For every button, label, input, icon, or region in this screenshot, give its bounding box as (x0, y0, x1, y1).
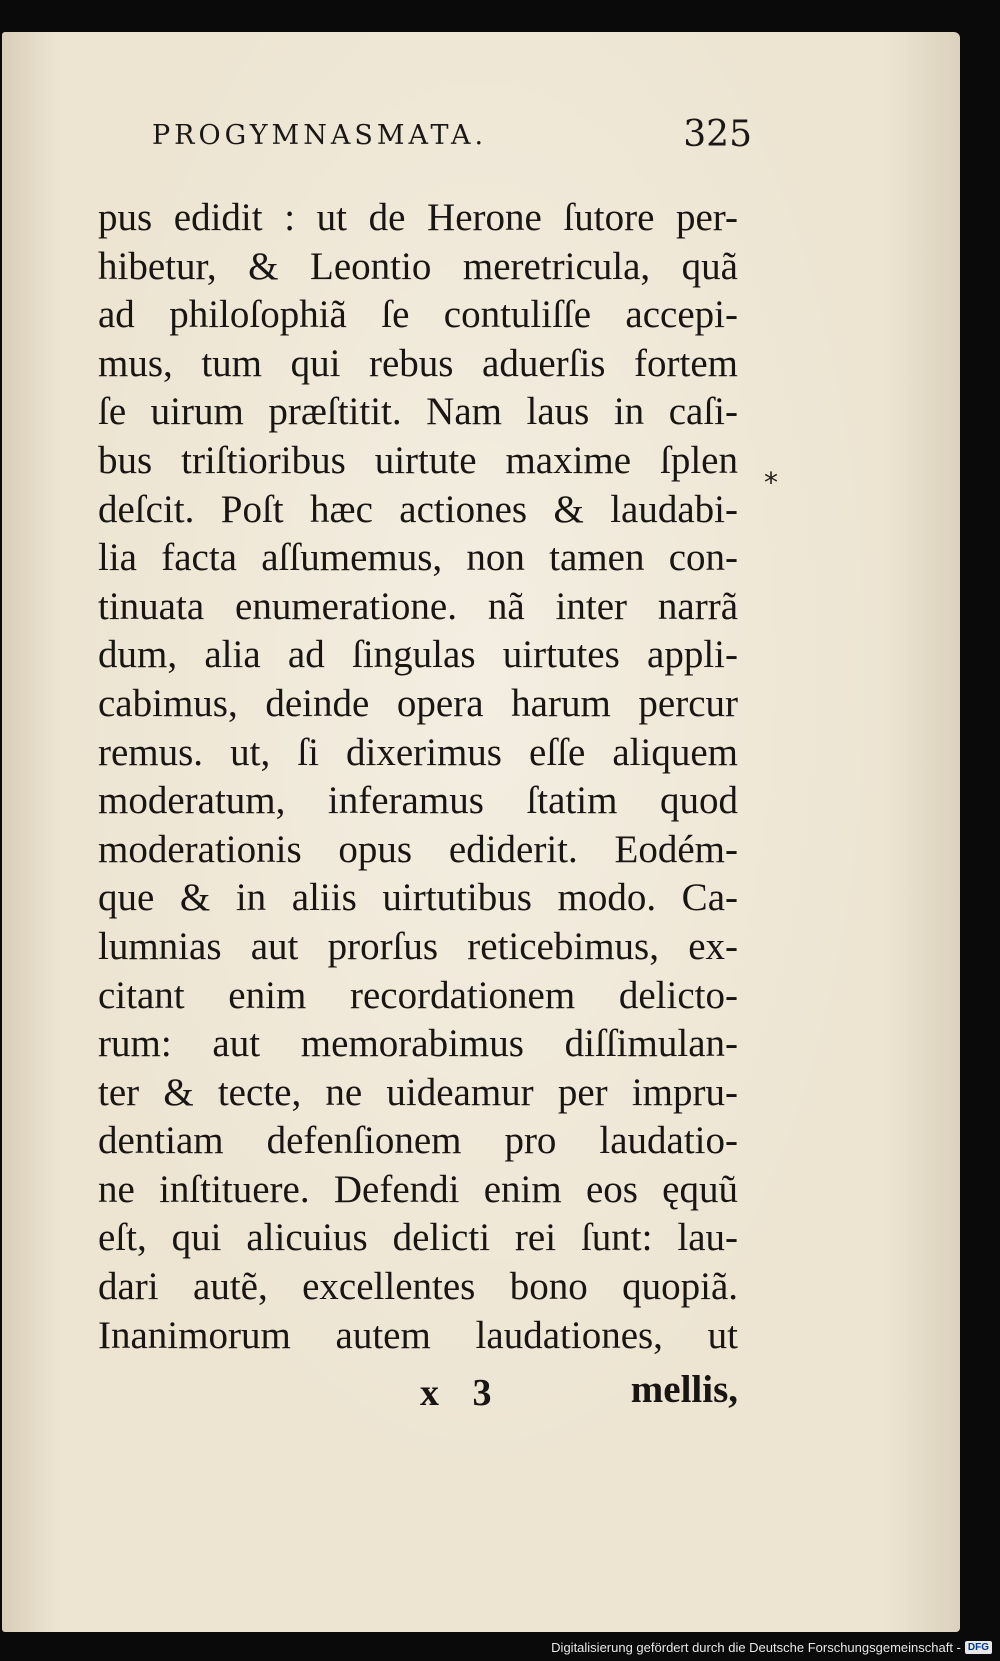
text-line: bus triſtioribus uirtute maxime ſplen (98, 438, 738, 482)
text-line: lia facta aſſumemus, non tamen con- (98, 536, 738, 580)
text-line: lumnias aut prorſus reticebimus, ex- (98, 924, 738, 968)
running-title: PROGYMNASMATA. (152, 120, 488, 151)
digitization-credit (551, 1637, 992, 1657)
text-line: citant enim recordationem delicto- (98, 973, 738, 1017)
text-line: cabimus, deinde opera harum percur (98, 681, 738, 725)
text-line: dum, alia ad ſingulas uirtutes appli- (98, 633, 738, 677)
text-line: ne inſtituere. Defendi enim eos ęquũ (98, 1167, 738, 1211)
page-header (152, 114, 752, 164)
page-number: 325 (683, 114, 752, 155)
body-text (98, 194, 738, 1360)
text-line: moderatum, inferamus ſtatim quod (98, 779, 738, 823)
dfg-logo-icon: DFG (965, 1641, 992, 1654)
digitization-note: Digitalisierung gefördert durch die Deutsche Forschungsgemeinschaft - (551, 1639, 961, 1655)
catchword: mellis, (630, 1368, 738, 1411)
text-line: Inanimorum autem laudationes, ut (98, 1313, 738, 1357)
text-line: tinuata enumeratione. nã inter narrã (98, 584, 738, 628)
text-line: pus edidit : ut de Herone ſutore per- (98, 196, 738, 239)
text-line: eſt, qui alicuius delicti rei ſunt: lau- (98, 1216, 738, 1260)
text-line: ad philoſophiã ſe contuliſſe accepi- (98, 293, 738, 337)
page-footer (98, 1367, 738, 1427)
margin-asterisk-mark: * (764, 466, 778, 499)
text-line: remus. ut, ſi dixerimus eſſe aliquem (98, 730, 738, 774)
text-line: mus, tum qui rebus aduerſis fortem (98, 341, 738, 385)
text-line: dentiam defenſionem pro laudatio- (98, 1119, 738, 1163)
text-line: hibetur, & Leontio meretricula, quã (98, 244, 738, 288)
text-line: ſe uirum præſtitit. Nam laus in caſi- (98, 390, 738, 434)
text-line: que & in aliis uirtutibus modo. Ca- (98, 876, 738, 920)
text-line: dari autẽ, excellentes bono quopiã. (98, 1265, 738, 1309)
text-line: rum: aut memorabimus diſſimulan- (98, 1022, 738, 1066)
text-line: moderationis opus ediderit. Eodém- (98, 827, 738, 871)
text-line: deſcit. Poſt hæc actiones & laudabi- (98, 487, 738, 531)
book-page (2, 32, 960, 1632)
text-line: ter & tecte, ne uideamur per impru- (98, 1070, 738, 1114)
signature-mark: x 3 (420, 1372, 492, 1414)
